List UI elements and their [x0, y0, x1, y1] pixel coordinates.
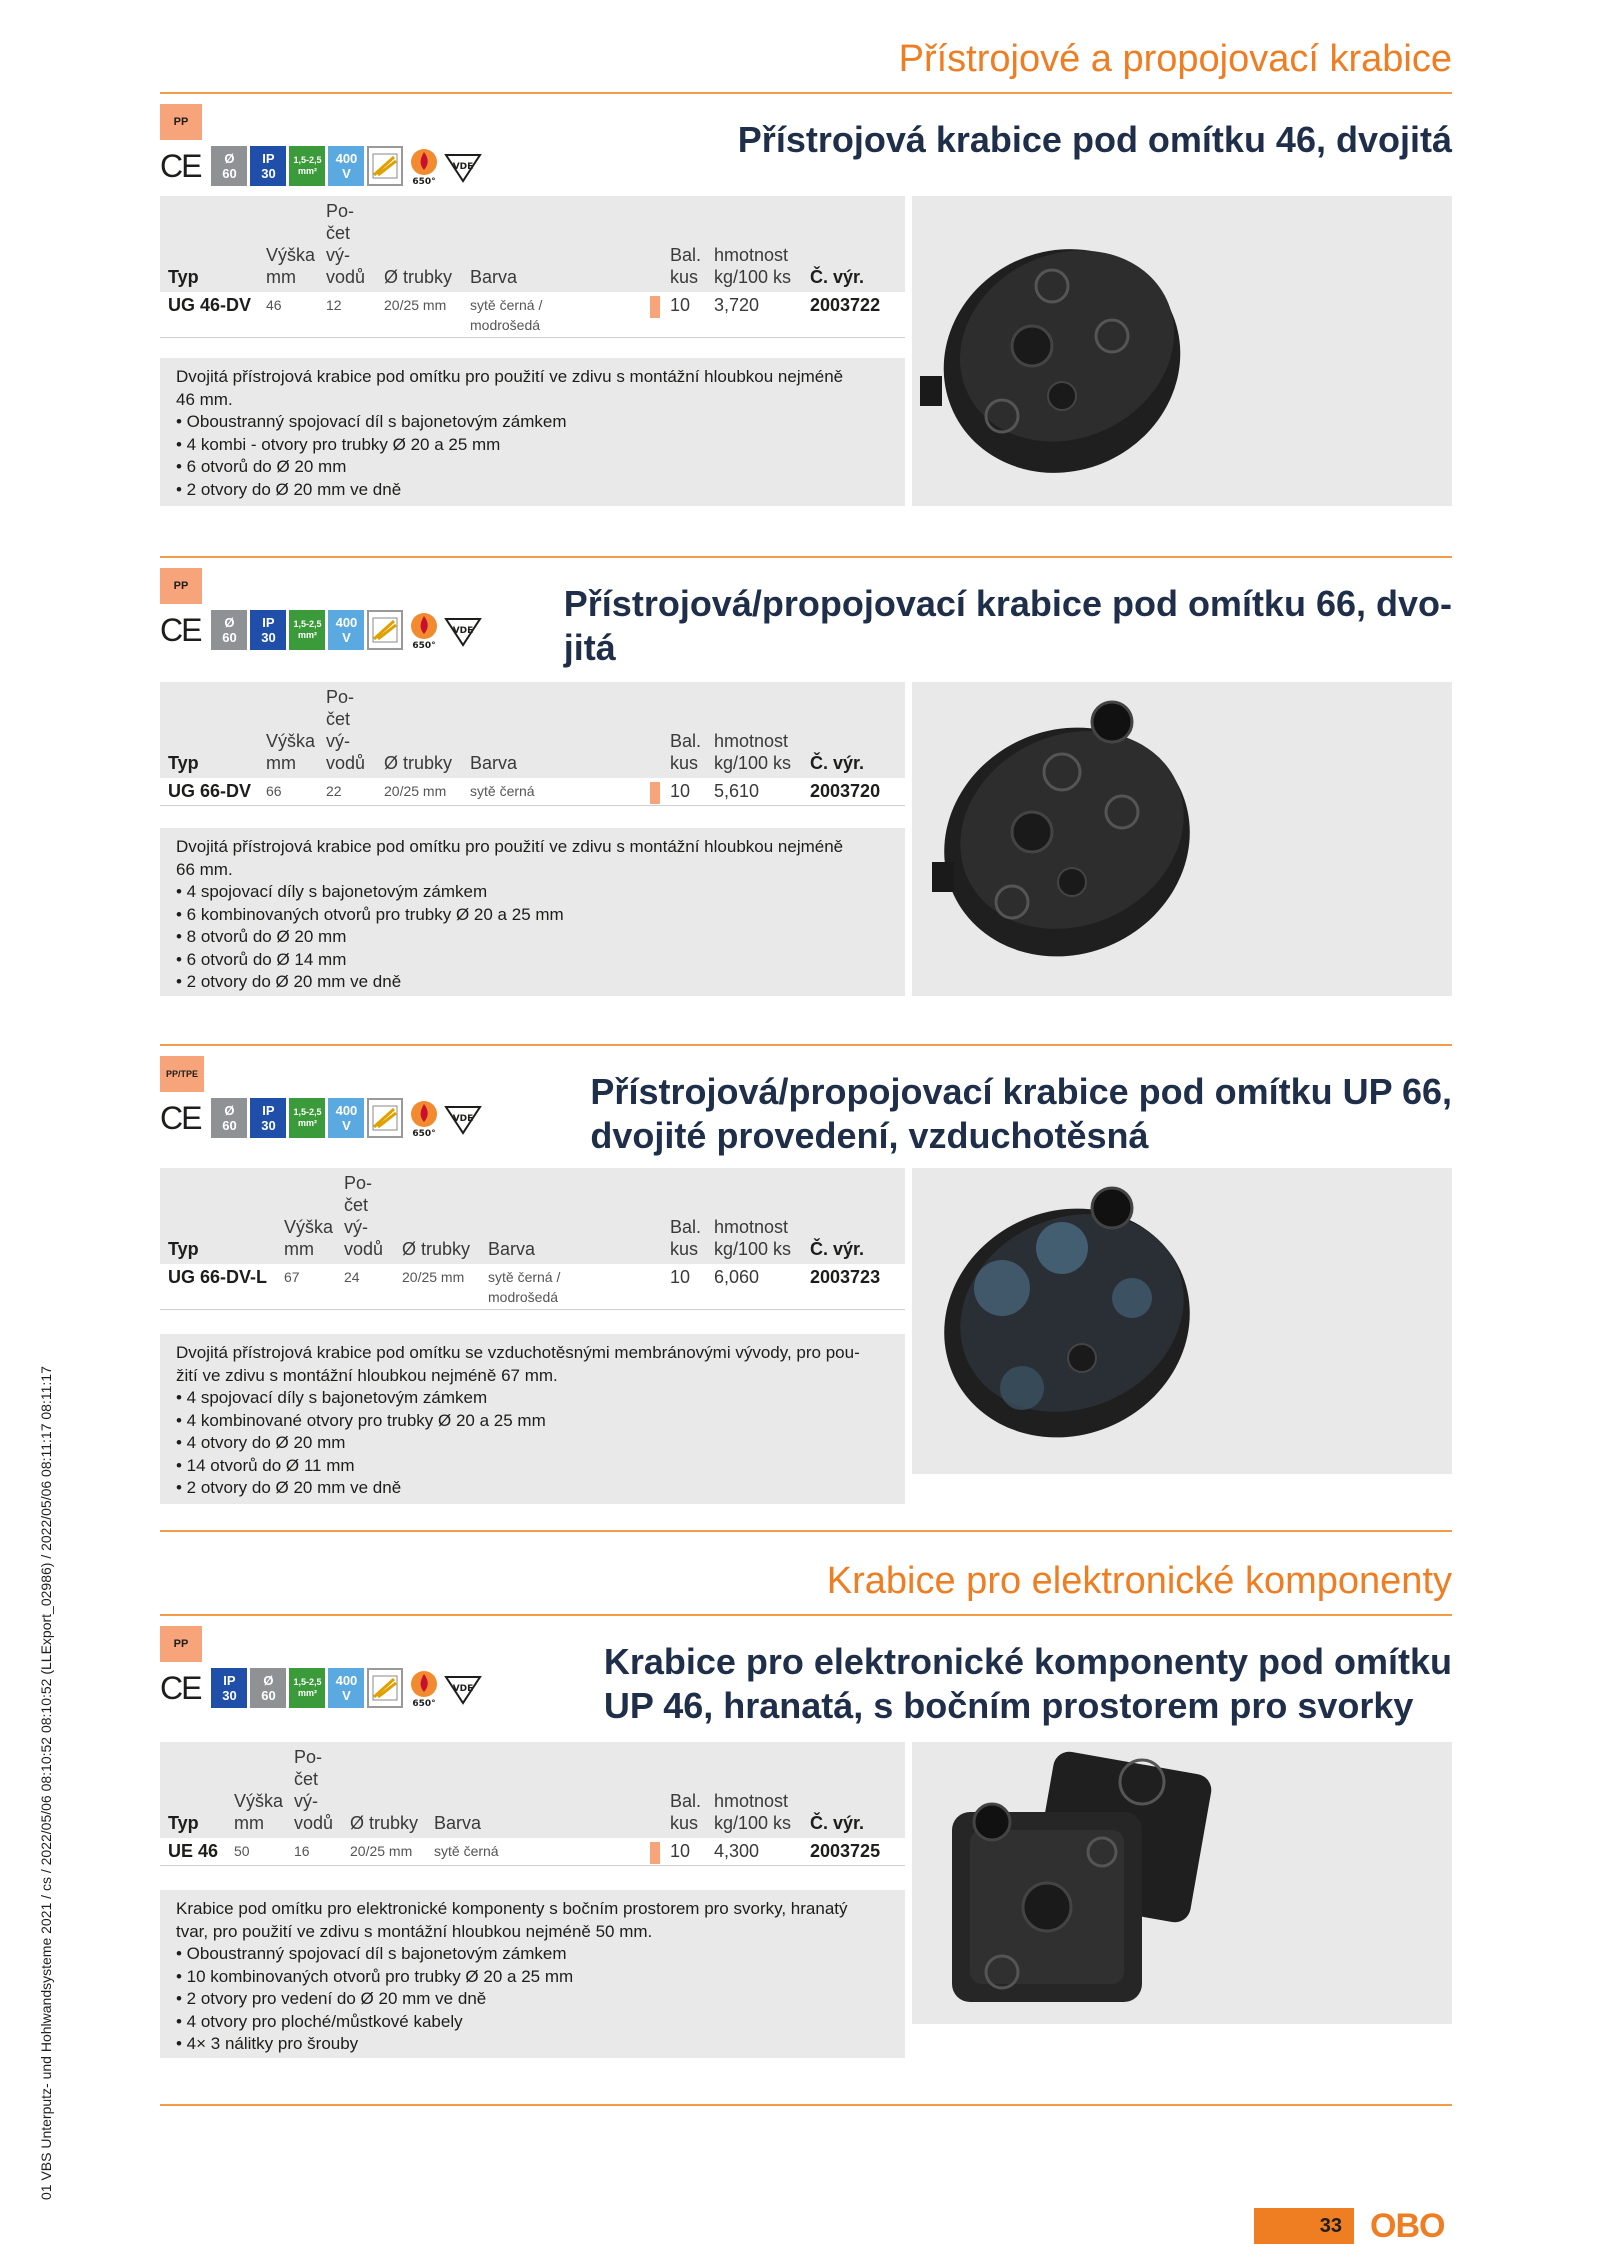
ce-mark-icon: CE	[160, 147, 201, 184]
material-badge: PP	[160, 1626, 202, 1662]
wire-size-icon: 1,5-2,5 mm²	[289, 1668, 325, 1708]
color-swatch	[650, 1842, 660, 1864]
obo-logo: OBO	[1370, 2207, 1445, 2245]
vde-icon	[445, 146, 481, 186]
material-badge: PP	[160, 568, 202, 604]
product-photo	[912, 196, 1212, 506]
diameter-icon: Ø 60	[211, 1098, 247, 1138]
diameter-icon: Ø 60	[211, 610, 247, 650]
svg-text:650°: 650°	[412, 1699, 437, 1708]
vde-icon	[445, 1668, 481, 1708]
spec-table: Po- čet Výška vý- Bal. hmotnost Typ mm vodů Ø trubky Barva kus kg/100 ks Č. výr. UG 66-DV-L 67 24 20/25 mm sytě černá / modrošedá 10 6,060 2003723	[160, 1168, 905, 1310]
vde-icon	[445, 610, 481, 650]
svg-text:650°: 650°	[412, 177, 437, 186]
product-description: Dvojitá přístrojová krabice pod omítku pro použití ve zdivu s montážní hloubkou nejméně 46 mm. • Oboustranný spojovací díl s bajonetovým zámkem • 4 kombi - otvory pro trubky Ø 20 a 25 mm • 6 otvorů do Ø 20 mm • 2 otvory do Ø 20 mm ve dně	[160, 358, 905, 506]
diameter-icon: Ø 60	[211, 146, 247, 186]
svg-text:VDE: VDE	[453, 1684, 474, 1694]
spec-table: Po- čet Výška vý- Bal. hmotnost Typ mm vodů Ø trubky Barva kus kg/100 ks Č. výr. UG 66-DV 66 22 20/25 mm sytě černá 10 5,610 2003720	[160, 682, 905, 806]
material-badge: PP/TPE	[160, 1056, 204, 1092]
fire-resistance-icon	[406, 1098, 442, 1138]
divider	[160, 92, 1452, 94]
ce-mark-icon: CE	[160, 1669, 201, 1706]
divider	[160, 1614, 1452, 1616]
divider	[160, 1530, 1452, 1532]
product-photo-panel	[912, 1742, 1452, 2024]
product-description: Dvojitá přístrojová krabice pod omítku se vzduchotěsnými membránovými vývody, pro pou- žití ve zdivu s montážní hloubkou nejméně 67 mm. • 4 spojovací díly s bajonetovým zámkem • 4 kombinované otvory pro trubky Ø 20 a 25 mm • 4 otvory do Ø 20 mm • 14 otvorů do Ø 11 mm • 2 otvory do Ø 20 mm ve dně	[160, 1334, 905, 1504]
certification-icons	[160, 144, 481, 188]
spec-table: Po- čet Výška vý- Bal. hmotnost Typ mm vodů Ø trubky Barva kus kg/100 ks Č. výr. UE 46 50 16 20/25 mm sytě černá 10 4,300 2003725	[160, 1742, 905, 1866]
voltage-icon: 400 V	[328, 1668, 364, 1708]
ip-rating-icon: IP 30	[211, 1668, 247, 1708]
fire-resistance-icon	[406, 146, 442, 186]
spec-table: Po- čet Výška vý- Bal. hmotnost Typ mm vodů Ø trubky Barva kus kg/100 ks Č. výr. UG 46-DV 46 12 20/25 mm sytě černá / modrošedá 10 3,720 2003722	[160, 196, 905, 338]
color-swatch	[650, 296, 660, 318]
product-title: Krabice pro elektronické komponenty pod omítku UP 46, hranatá, s bočním prostorem pro svorky	[603, 1641, 1452, 1726]
product-title: Přístrojová/propojovací krabice pod omítku 66, dvo- jitá	[563, 583, 1452, 668]
material-badge: PP	[160, 104, 202, 140]
voltage-icon: 400 V	[328, 146, 364, 186]
section-title: Krabice pro elektronické komponenty	[826, 1560, 1452, 1602]
installation-icon	[367, 610, 403, 650]
product-title: Přístrojová/propojovací krabice pod omítku UP 66, dvojité provedení, vzduchotěsná	[590, 1071, 1452, 1156]
voltage-icon: 400 V	[328, 1098, 364, 1138]
svg-text:VDE: VDE	[453, 626, 474, 636]
product-photo	[912, 682, 1222, 996]
fire-resistance-icon	[406, 610, 442, 650]
section-title: Přístrojové a propojovací krabice	[898, 38, 1452, 80]
side-note: 01 VBS Unterputz- und Hohlwandsysteme 2021 / cs / 2022/05/06 08:10:52 08:10:52 (LLExport_02986) / 2022/05/06 08:11:17 08:11:17	[38, 1366, 54, 2200]
svg-text:VDE: VDE	[453, 162, 474, 172]
vde-icon	[445, 1098, 481, 1138]
product-photo	[912, 1168, 1222, 1474]
table-row: UG 66-DV 66 22 20/25 mm sytě černá 10 5,610 2003720	[160, 778, 905, 806]
certification-icons	[160, 1096, 481, 1140]
wire-size-icon: 1,5-2,5 mm²	[289, 146, 325, 186]
product-photo-panel	[912, 682, 1452, 996]
svg-text:VDE: VDE	[453, 1114, 474, 1124]
voltage-icon: 400 V	[328, 610, 364, 650]
product-photo	[912, 1742, 1222, 2024]
ip-rating-icon: IP 30	[250, 610, 286, 650]
ip-rating-icon: IP 30	[250, 1098, 286, 1138]
wire-size-icon: 1,5-2,5 mm²	[289, 610, 325, 650]
product-description: Dvojitá přístrojová krabice pod omítku pro použití ve zdivu s montážní hloubkou nejméně 66 mm. • 4 spojovací díly s bajonetovým zámkem • 6 kombinovaných otvorů pro trubky Ø 20 a 25 mm • 8 otvorů do Ø 20 mm • 6 otvorů do Ø 14 mm • 2 otvory do Ø 20 mm ve dně	[160, 828, 905, 996]
product-photo-panel	[912, 1168, 1452, 1474]
diameter-icon: Ø 60	[250, 1668, 286, 1708]
product-title: Přístrojová krabice pod omítku 46, dvojitá	[737, 119, 1452, 160]
divider	[160, 2104, 1452, 2106]
ce-mark-icon: CE	[160, 1099, 201, 1136]
svg-text:650°: 650°	[412, 1129, 437, 1138]
page-number: 33	[1254, 2208, 1354, 2244]
ip-rating-icon: IP 30	[250, 146, 286, 186]
ce-mark-icon: CE	[160, 611, 201, 648]
certification-icons	[160, 1666, 481, 1710]
installation-icon	[367, 146, 403, 186]
wire-size-icon: 1,5-2,5 mm²	[289, 1098, 325, 1138]
table-row: UG 46-DV 46 12 20/25 mm sytě černá / modrošedá 10 3,720 2003722	[160, 292, 905, 338]
divider	[160, 1044, 1452, 1046]
svg-text:650°: 650°	[412, 641, 437, 650]
certification-icons	[160, 608, 481, 652]
table-row: UG 66-DV-L 67 24 20/25 mm sytě černá / modrošedá 10 6,060 2003723	[160, 1264, 905, 1310]
installation-icon	[367, 1098, 403, 1138]
color-swatch	[650, 782, 660, 804]
product-photo-panel	[912, 196, 1452, 506]
installation-icon	[367, 1668, 403, 1708]
fire-resistance-icon	[406, 1668, 442, 1708]
divider	[160, 556, 1452, 558]
product-description: Krabice pod omítku pro elektronické komponenty s bočním prostorem pro svorky, hranatý tvar, pro použití ve zdivu s montážní hloubkou nejméně 50 mm. • Oboustranný spojovací díl s bajonetovým zámkem • 10 kombinovaných otvorů pro trubky Ø 20 a 25 mm • 2 otvory pro vedení do Ø 20 mm ve dně • 4 otvory pro ploché/můstkové kabely • 4× 3 nálitky pro šrouby	[160, 1890, 905, 2058]
table-row: UE 46 50 16 20/25 mm sytě černá 10 4,300 2003725	[160, 1838, 905, 1866]
